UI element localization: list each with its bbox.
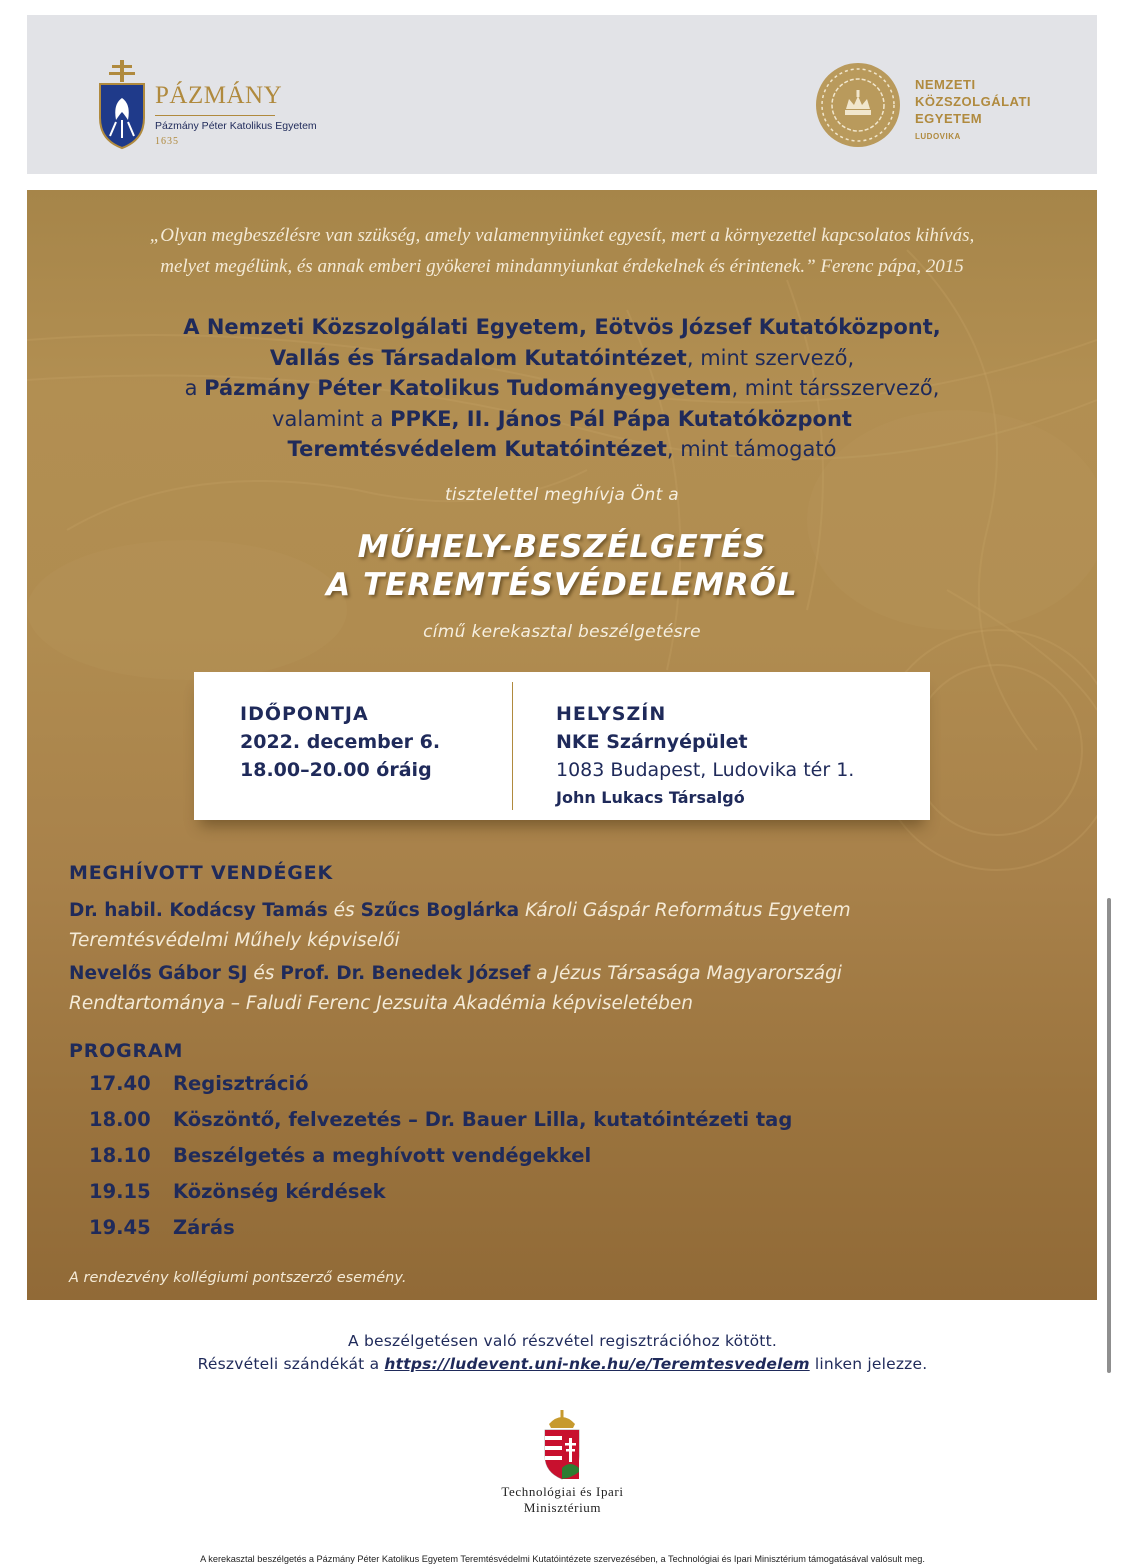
- date-block: [240, 700, 440, 784]
- pope-quote: „Olyan megbeszélésre van szükség, amely valamennyiünket egyesít, mert a környezettel kapcsolatos kihívás, melyet megélünk, és annak emberi gyökerei mindannyiunkat érdekelnek és érintenek.” Ferenc pápa, 2015: [149, 225, 975, 277]
- disclaimer: A kerekasztal beszélgetés a Pázmány Péter Katolikus Egyetem Teremtésvédelmi Kutatóintézete szervezésében, a Technológiai és Ipari Minisztérium támogatásával valósult meg.: [200, 1554, 925, 1564]
- program-row: [89, 1108, 989, 1144]
- guest-entry: Dr. habil. Kodácsy Tamás és Szűcs Boglárka Károli Gáspár Református Egyetem Teremtésvédelmi Műhely képviselői: [69, 900, 851, 951]
- program-row: [89, 1216, 989, 1252]
- ppke-year: 1635: [155, 136, 179, 147]
- logo-header: [27, 15, 1097, 174]
- guests-heading: MEGHÍVOTT VENDÉGEK: [69, 862, 333, 884]
- ppke-divider: [155, 115, 275, 116]
- venue-building: NKE Szárnyépület: [556, 731, 748, 753]
- program-desc: Közönség kérdések: [173, 1180, 386, 1203]
- scrollbar[interactable]: [1107, 898, 1111, 1373]
- nke-logo: [815, 62, 1075, 152]
- program-time: 17.40: [89, 1072, 151, 1095]
- registration-link[interactable]: https://ludevent.uni-nke.hu/e/Teremtesvedelem: [384, 1355, 810, 1373]
- invite-line: tisztelettel meghívja Önt a: [444, 485, 680, 505]
- venue-room: John Lukacs Társalgó: [556, 788, 745, 807]
- event-subtitle: című kerekasztal beszélgetésre: [423, 622, 701, 642]
- program-time: 19.45: [89, 1216, 151, 1239]
- program-desc: Regisztráció: [173, 1072, 309, 1095]
- date-venue-box: [194, 672, 930, 820]
- program-heading: PROGRAM: [69, 1040, 184, 1062]
- organizers-text: A Nemzeti Közszolgálati Egyetem, Eötvös József Kutatóközpont, Vallás és Társadalom Kutatóintézet, mint szervező, a Pázmány Péter Katolikus Tudományegyetem, mint társszervező, valamint a PPKE, II. János Pál Pápa Kutatóközpont Teremtésvédelem Kutatóintézet, mint támogató: [183, 315, 941, 461]
- ppke-shield-icon: [97, 60, 147, 150]
- box-divider: [512, 682, 513, 810]
- program-list: [89, 1072, 989, 1252]
- program-desc: Zárás: [173, 1216, 235, 1239]
- event-time: 18.00–20.00 óráig: [240, 759, 432, 781]
- venue-block: [556, 700, 854, 812]
- nke-name: NEMZETI KÖZSZOLGÁLATI EGYETEM: [915, 77, 1032, 126]
- program-time: 18.10: [89, 1144, 151, 1167]
- invitation-panel: [27, 190, 1097, 1300]
- date-label: IDŐPONTJA: [240, 703, 369, 725]
- nke-ludovika: LUDOVIKA: [915, 132, 961, 141]
- program-desc: Beszélgetés a meghívott vendégekkel: [173, 1144, 592, 1167]
- program-desc: Köszöntő, felvezetés – Dr. Bauer Lilla, kutatóintézeti tag: [173, 1108, 793, 1131]
- ppke-subtitle: Pázmány Péter Katolikus Egyetem: [155, 120, 317, 132]
- guests-list: [69, 896, 1069, 1022]
- program-row: [89, 1144, 989, 1180]
- ppke-logo: [97, 60, 327, 160]
- program-row: [89, 1072, 989, 1108]
- event-date: 2022. december 6.: [240, 731, 441, 753]
- event-title: MŰHELY-BESZÉLGETÉS A TEREMTÉSVÉDELEMRŐL: [326, 529, 798, 603]
- guest-entry: Nevelős Gábor SJ és Prof. Dr. Benedek József a Jézus Társasága Magyarországi Rendtartománya – Faludi Ferenc Jezsuita Akadémia képviseletében: [69, 963, 842, 1014]
- ministry-name: Technológiai és Ipari Minisztérium: [501, 1484, 624, 1515]
- ppke-name: PÁZMÁNY: [155, 82, 283, 109]
- registration-notice: A beszélgetésen való részvétel regisztrációhoz kötött. Részvételi szándékát a https://ludevent.uni-nke.hu/e/Teremtesvedelem linken jelezze.: [197, 1332, 928, 1373]
- hungarian-coat-of-arms-icon: [541, 1410, 583, 1480]
- program-time: 19.15: [89, 1180, 151, 1203]
- venue-address: 1083 Budapest, Ludovika tér 1.: [556, 759, 855, 781]
- program-time: 18.00: [89, 1108, 151, 1131]
- credit-note: A rendezvény kollégiumi pontszerző esemény.: [69, 1270, 407, 1286]
- venue-label: HELYSZÍN: [556, 703, 667, 725]
- program-row: [89, 1180, 989, 1216]
- nke-emblem-icon: [815, 62, 901, 148]
